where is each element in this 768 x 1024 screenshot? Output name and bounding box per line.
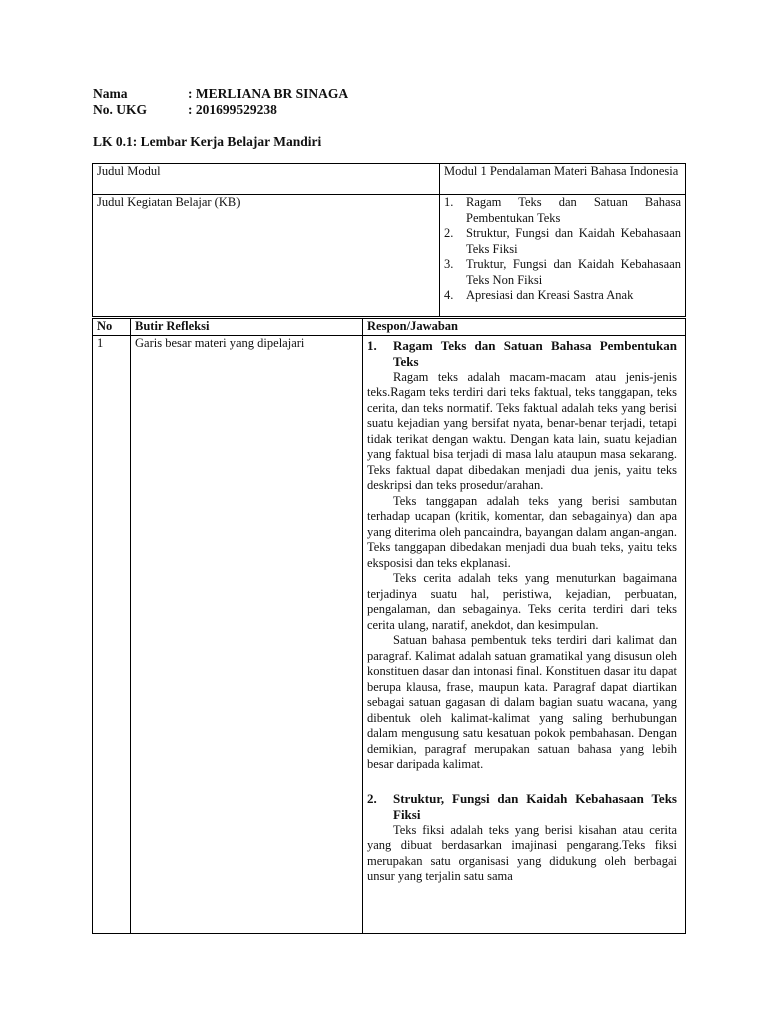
ukg-value: : 201699529238	[188, 102, 277, 117]
kb-item-text: Ragam Teks dan Satuan Bahasa Pembentukan Teks	[466, 195, 681, 225]
reflection-header-row	[93, 319, 686, 336]
kb-item-number: 1.	[444, 195, 454, 209]
kb-list-cell	[440, 195, 686, 317]
ukg-label: No. UKG	[93, 102, 147, 117]
module-label: Judul Modul	[93, 164, 440, 195]
kb-row	[93, 195, 686, 317]
module-value: Modul 1 Pendalaman Materi Bahasa Indonesia	[440, 164, 686, 195]
kb-list	[444, 195, 681, 308]
section-gap	[367, 773, 677, 789]
reflection-row	[93, 335, 686, 933]
section-1-number: 1.	[367, 337, 377, 353]
section-1-paragraph: Teks cerita adalah teks yang menuturkan bagaimana terjadinya suatu hal, peristiwa, kejadian, perbuatan, pengalaman, dan sebagainya. Teks cerita terdiri dari teks cerita ulang, naratif, anekdot, dan kesimpulan.	[367, 571, 677, 632]
section-2-paragraph: Teks fiksi adalah teks yang berisi kisahan atau cerita yang dibuat berdasarkan imajinasi pengarang.Teks fiksi merupakan satu organisasi yang didukung oleh berbagai unsur yang terjalin satu sama	[367, 822, 677, 883]
name-value: : MERLIANA BR SINAGA	[188, 86, 349, 101]
row-butir: Garis besar materi yang dipelajari	[131, 335, 363, 933]
kb-item-number: 4.	[444, 288, 454, 302]
kb-item	[444, 288, 681, 304]
kb-item	[444, 257, 681, 288]
section-2-title	[367, 791, 677, 823]
module-info-table	[92, 163, 686, 317]
section-1-paragraph: Satuan bahasa pembentuk teks terdiri dari kalimat dan paragraf. Kalimat adalah satuan gramatikal yang disusun oleh konstituen dasar dan intonasi final. Konstituen dasar itu dapat berupa klausa, frase, maupun kata. Paragraf dapat diartikan sebagai satuan gagasan di dalam bagian suatu wacana, yang dibentuk oleh kalimat-kalimat yang saling berhubungan dalam mengusung satu kesatuan pokok pembahasan. Dengan demikian, paragraf merupakan satuan bahasa yang lebih besar daripada kalimat.	[367, 633, 677, 771]
kb-item-text: Truktur, Fungsi dan Kaidah Kebahasaan Teks Non Fiksi	[466, 257, 681, 287]
kb-label: Judul Kegiatan Belajar (KB)	[93, 195, 440, 317]
col-no-header: No	[93, 319, 131, 336]
section-2-title-text: Struktur, Fungsi dan Kaidah Kebahasaan Teks Fiksi	[393, 790, 677, 822]
section-1-title	[367, 338, 677, 370]
reflection-table	[92, 318, 686, 934]
row-response	[363, 335, 686, 933]
col-butir-header: Butir Refleksi	[131, 319, 363, 336]
section-1-title-text: Ragam Teks dan Satuan Bahasa Pembentukan Teks	[393, 337, 677, 369]
section-1-paragraph: Teks tanggapan adalah teks yang berisi sambutan terhadap ucapan (kritik, komentar, dan sebagainya) dan apa yang diterima oleh pancaindra, bayangan dalam angan-angan. Teks tanggapan dibedakan menjadi dua buah teks, yaitu teks eksposisi dan teks ekplanasi.	[367, 493, 677, 570]
module-row	[93, 164, 686, 195]
section-2-number: 2.	[367, 790, 377, 806]
kb-item	[444, 195, 681, 226]
kb-item	[444, 226, 681, 257]
section-1-paragraph: Ragam teks adalah macam-macam atau jenis-jenis teks.Ragam teks terdiri dari teks faktual, teks tanggapan, teks cerita, dan teks normatif. Teks faktual adalah teks yang berisi suatu kejadian yang bersifat nyata, benar-benar terjadi, tetapi tidak terikat dengan waktu. Dengan kata lain, suatu kejadian yang faktual bisa terjadi di masa lalu ataupun masa sekarang. Teks faktual dapat dibedakan menjadi dua jenis, yaitu teks deskripsi dan teks prosedur/arahan.	[367, 369, 677, 492]
col-respon-header: Respon/Jawaban	[363, 319, 686, 336]
worksheet-title: LK 0.1: Lembar Kerja Belajar Mandiri	[93, 134, 322, 149]
kb-item-number: 2.	[444, 226, 454, 240]
row-number: 1	[93, 335, 131, 933]
name-label: Nama	[93, 86, 128, 101]
kb-item-text: Apresiasi dan Kreasi Sastra Anak	[466, 288, 634, 302]
kb-item-text: Struktur, Fungsi dan Kaidah Kebahasaan Teks Fiksi	[466, 226, 681, 256]
kb-item-number: 3.	[444, 257, 454, 271]
